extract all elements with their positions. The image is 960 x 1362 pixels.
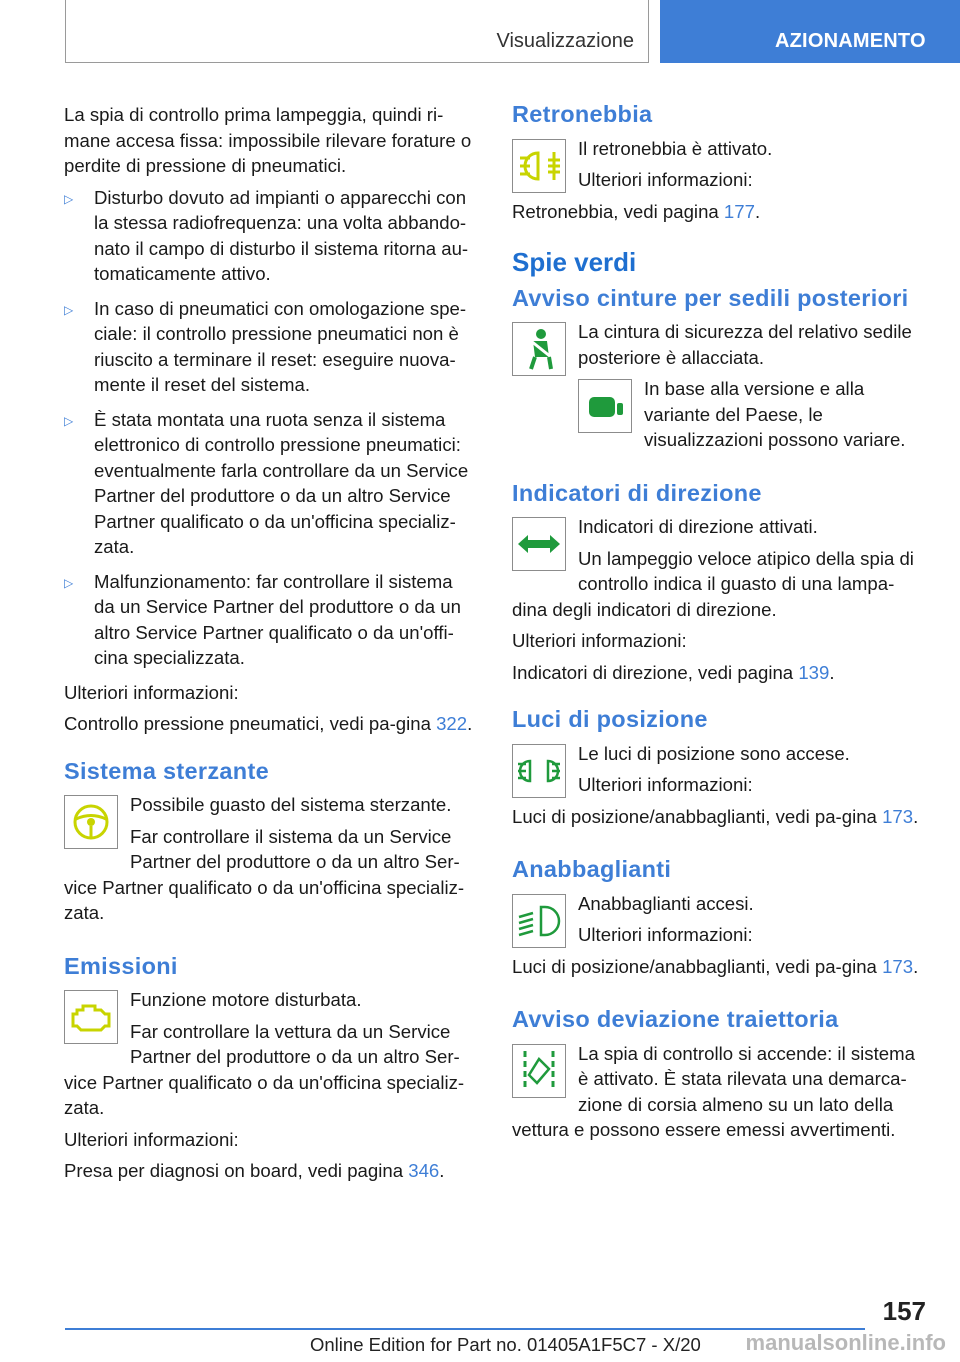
- entry-emissions: Funzione motore disturbata. Far controllare la vettura da un Service Partner del produttore o da un altro Ser-vice Partner qualificato o da un'officina specializ-zata.: [64, 989, 465, 1118]
- engine-icon: [64, 990, 118, 1044]
- turn-signal-icon: [512, 517, 566, 571]
- list-item: ▷ Malfunzionamento: far controllare il sistema da un Service Partner del produttore o da un altro Service Partner qualificato o da un'offi-cina specializzata.: [64, 569, 476, 671]
- page-number: 157: [882, 1296, 926, 1326]
- section-heading-steering: Sistema sterzante: [64, 757, 269, 784]
- page-link[interactable]: 346: [408, 1160, 440, 1181]
- header-section-title: Visualizzazione: [496, 30, 634, 52]
- header-section-box: [65, 0, 649, 63]
- steering-warning-icon: [64, 795, 118, 849]
- triangle-bullet-icon: ▷: [64, 191, 74, 206]
- section-heading-lane-departure: Avviso deviazione traiettoria: [512, 1006, 839, 1032]
- intro-paragraph: La spia di controllo prima lampeggia, quindi ri-mane accesa fissa: impossibile rilevare forature o perdite di pressione di pneumatici.: [64, 104, 472, 176]
- section-heading-turn-signals: Indicatori di direzione: [512, 479, 762, 506]
- page-link[interactable]: 173: [882, 805, 914, 827]
- page-link[interactable]: 177: [723, 200, 755, 222]
- reference-paragraph: Presa per diagnosi on board, vedi pagina 346.: [64, 1160, 445, 1181]
- page-link[interactable]: 322: [436, 713, 468, 734]
- page-link[interactable]: 139: [798, 661, 830, 683]
- header-chapter-tab: AZIONAMENTO: [660, 0, 960, 63]
- footer-edition: Online Edition for Part no. 01405A1F5C7 - X/20: [310, 1334, 701, 1355]
- entry-steering: Possibile guasto del sistema sterzante. Far controllare il sistema da un Service Partner del produttore o da un altro Ser-vice Partner qualificato o da un'officina specializ-zata.: [64, 794, 465, 923]
- more-info-label: Ulteriori informazioni:: [64, 681, 239, 703]
- section-heading-low-beam: Anabbaglianti: [512, 856, 672, 882]
- rear-fog-icon: [512, 139, 566, 193]
- section-heading-seatbelt: Avviso cinture per sedili posteriori: [512, 284, 909, 311]
- section-heading-rear-fog: Retronebbia: [512, 101, 653, 127]
- lane-departure-icon: [512, 1044, 566, 1098]
- watermark: manualsonline.info: [745, 1330, 946, 1355]
- triangle-bullet-icon: ▷: [64, 575, 74, 590]
- list-item: ▷ Disturbo dovuto ad impianti o apparecchi con la stessa radiofrequenza: una volta abbando-nato il campo di disturbo il sistema ritorna au-tomaticamente attivo.: [64, 185, 476, 287]
- triangle-bullet-icon: ▷: [64, 302, 74, 317]
- entry-rear-fog: Il retronebbia è attivato. Ulteriori informazioni: Retronebbia, vedi pagina 177.: [512, 137, 773, 222]
- list-item: ▷ In caso di pneumatici con omologazione spe-ciale: il controllo pressione pneumatici non è riuscito a terminare il reset: eseguire nuova-mente il reset del sistema.: [64, 296, 476, 398]
- right-column: Retronebbia Il retronebbia è attivato. Ulteriori informazioni: Retronebbia, vedi pagina 177. Spie verdi Avviso cinture per sedili posteriori La cintura di sicurezza del relativo sedile posteriore è allacciata. In base alla versione e alla variante del Paese, le visualizzazioni possono variare. Indicatori di direzione Indicatori di direzione attivati. Un lampeggio veloce atipico della spia di controllo indica il guasto di una lampa-dina degli indicatori di direzione. Ulteriori informazioni: Indicatori di direzione, vedi pagina 139. Luci di posizione Le luci di posizione sono accese. Ulteriori informazioni: Luci di posizione/anabbaglianti, vedi pa-gina 173. Anabbaglianti Anabbaglianti accesi. Ulteriori informazioni: Luci di posizione/anabbaglianti, vedi pa-gina 173. Avviso deviazione traiettoria La spia di controllo si accende: il sistema è attivato. È stata rilevata una demarca-zione di corsia almeno su un lato della vettura e possono essere emessi avvertimenti.: [512, 102, 924, 1149]
- entry-parking-lights: Le luci di posizione sono accese. Ulteriori informazioni: Luci di posizione/anabbaglianti, vedi pa-gina 173.: [512, 742, 919, 827]
- reference-paragraph: Controllo pressione pneumatici, vedi pa-gina 322.: [64, 713, 473, 734]
- seatbelt-icon: [512, 322, 566, 376]
- list-item: ▷ È stata montata una ruota senza il sistema elettronico di controllo pressione pneumatici: eventualmente farla controllare da un Service Partner del produttore o da un altro Service Partner qualificato o da un'officina specializ-zata.: [64, 407, 476, 560]
- entry-lane-departure: La spia di controllo si accende: il sistema è attivato. È stata rilevata una demarca-zione di corsia almeno su un lato della vettura e possono essere emessi avvertimenti.: [512, 1042, 915, 1140]
- section-heading-parking-lights: Luci di posizione: [512, 706, 708, 732]
- low-beam-icon: [512, 894, 566, 948]
- left-column: [64, 102, 476, 1190]
- entry-seatbelt: La cintura di sicurezza del relativo sedile posteriore è allacciata. In base alla versione e alla variante del Paese, le visualizzazioni possono variare.: [512, 319, 924, 459]
- entry-low-beam: Anabbaglianti accesi. Ulteriori informazioni: Luci di posizione/anabbaglianti, vedi pa-gina 173.: [512, 892, 919, 977]
- rear-seat-icon: [578, 379, 632, 433]
- parking-lights-icon: [512, 744, 566, 798]
- more-info-label: Ulteriori informazioni:: [64, 1128, 239, 1150]
- section-heading-emissions: Emissioni: [64, 952, 178, 979]
- page-link[interactable]: 173: [882, 955, 914, 977]
- section-title-green-lights: Spie verdi: [512, 247, 637, 277]
- entry-turn-signals: Indicatori di direzione attivati. Un lampeggio veloce atipico della spia di controllo indica il guasto di una lampa-dina degli indicatori di direzione.: [512, 516, 914, 620]
- triangle-bullet-icon: ▷: [64, 413, 74, 428]
